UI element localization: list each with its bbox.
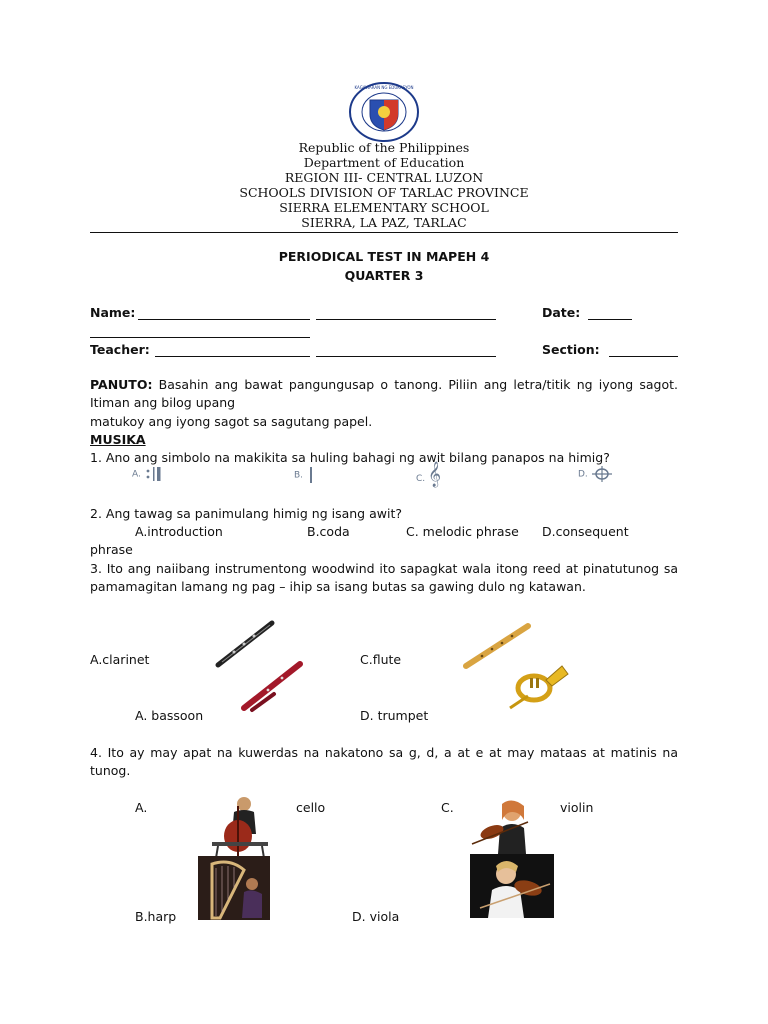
header-line-2: Department of Education: [303, 155, 465, 170]
treble-clef-icon: 𝄞: [428, 462, 442, 487]
test-title: PERIODICAL TEST IN MAPEH 4: [278, 249, 490, 264]
q4-choice-a[interactable]: A.: [135, 800, 148, 815]
q3-choice-a[interactable]: A.clarinet: [90, 652, 150, 667]
q2-choice-d-cont: phrase: [90, 542, 133, 557]
q1-choice-b-letter: B.: [294, 470, 304, 481]
question-4: 4. Ito ay may apat na kuwerdas na nakatono sa g, d, a at e at may mataas at matinis na tunog.: [90, 745, 678, 778]
header-line-5: SIERRA ELEMENTARY SCHOOL: [279, 200, 489, 215]
q1-choice-c-letter: C.: [416, 474, 426, 484]
q2-choice-c[interactable]: C. melodic phrase: [406, 524, 519, 539]
deped-seal: [348, 82, 420, 142]
q3-choice-d[interactable]: D. trumpet: [360, 708, 429, 723]
date-label: Date:: [542, 305, 581, 320]
name-label: Name:: [90, 305, 136, 320]
section-field[interactable]: [609, 356, 678, 357]
q4-choice-b[interactable]: B.harp: [135, 909, 177, 924]
final-barline-icon: [144, 466, 170, 482]
q2-choice-b[interactable]: B.coda: [307, 524, 350, 539]
name-field-3[interactable]: [90, 337, 310, 338]
teacher-label: Teacher:: [90, 342, 150, 357]
header-line-1: Republic of the Philippines: [298, 140, 470, 155]
barline-icon: [306, 466, 316, 484]
header-divider: [90, 232, 678, 233]
date-field[interactable]: [588, 319, 632, 320]
name-field-2[interactable]: [316, 319, 496, 320]
q1-choice-b[interactable]: [294, 466, 316, 484]
instructions-label: PANUTO:: [90, 377, 153, 392]
instructions: [90, 376, 678, 412]
harp-image: [198, 856, 270, 920]
q2-choice-a[interactable]: A.introduction: [135, 524, 223, 539]
question-2: 2. Ang tawag sa panimulang himig ng isang awit?: [90, 506, 402, 521]
teacher-field-2[interactable]: [316, 356, 496, 357]
bassoon-image: [238, 658, 308, 714]
q1-choice-c[interactable]: [416, 462, 441, 487]
q1-choice-a[interactable]: [132, 466, 170, 482]
q4-choice-c-label: violin: [560, 800, 594, 815]
q4-choice-c[interactable]: C.: [441, 800, 454, 815]
violin-image: [468, 798, 550, 854]
q4-choice-a-label: cello: [296, 800, 326, 815]
q1-choice-d[interactable]: [578, 466, 613, 482]
name-field[interactable]: [138, 319, 310, 320]
q4-choice-d[interactable]: D. viola: [352, 909, 400, 924]
coda-icon: [591, 466, 613, 482]
test-quarter: QUARTER 3: [344, 268, 424, 283]
question-1: 1. Ano ang simbolo na makikita sa huling bahagi ng awit bilang panapos na himig?: [90, 450, 610, 465]
header-line-6: SIERRA, LA PAZ, TARLAC: [301, 215, 467, 230]
header-line-4: SCHOOLS DIVISION OF TARLAC PROVINCE: [239, 185, 529, 200]
q1-choice-a-letter: A.: [132, 469, 141, 480]
section-heading-musika: MUSIKA: [90, 432, 146, 447]
q3-choice-b[interactable]: A. bassoon: [135, 708, 204, 723]
section-label: Section:: [542, 342, 600, 357]
instructions-text-2: matukoy ang iyong sagot sa sagutang papel.: [90, 414, 373, 429]
question-3: 3. Ito ang naiibang instrumentong woodwind ito sapagkat wala itong reed at pinatutunog sa pamamagitan lamang ng pag – ihip sa isang butas sa gawing dulo ng katawan.: [90, 561, 678, 594]
q1-choice-d-letter: D.: [578, 469, 588, 480]
q2-choice-d[interactable]: D.consequent: [542, 524, 629, 539]
teacher-field[interactable]: [155, 356, 310, 357]
trumpet-image: [506, 656, 570, 714]
instructions-text: Basahin ang bawat pangungusap o tanong. Piliin ang letra/titik ng iyong sagot. Itiman ang bilog upang: [90, 377, 678, 410]
cello-image: [198, 792, 284, 858]
header-line-3: REGION III- CENTRAL LUZON: [284, 170, 484, 185]
viola-image: [470, 854, 554, 918]
svg-text:KAGAWARAN NG EDUKASYON: KAGAWARAN NG EDUKASYON: [354, 85, 414, 90]
q3-choice-c[interactable]: C.flute: [360, 652, 402, 667]
